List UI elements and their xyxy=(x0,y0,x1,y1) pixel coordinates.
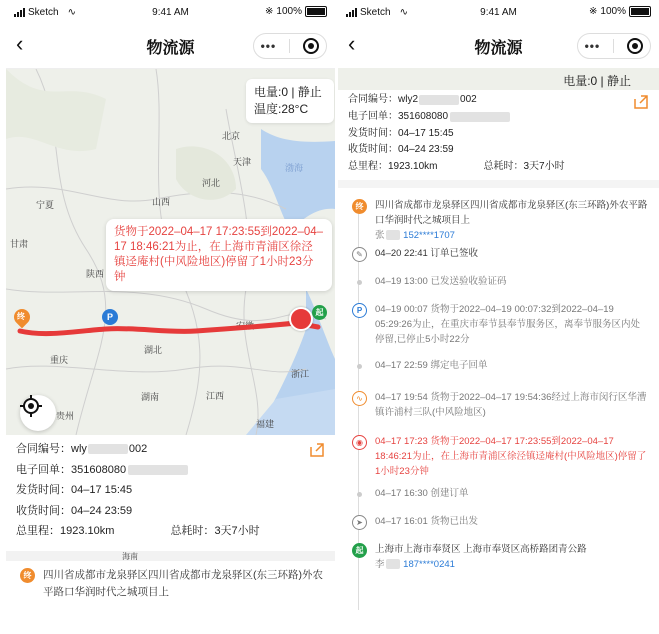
contract-prefix: wly xyxy=(71,443,87,455)
distance-value: 1923.10km xyxy=(60,525,115,537)
origin-phone[interactable]: 187****0241 xyxy=(403,559,455,570)
power-status: 电量:0 | 静止 xyxy=(563,74,631,88)
status-time: 9:41 AM xyxy=(480,7,517,18)
share-icon[interactable] xyxy=(309,442,325,458)
contract-prefix: wly2 xyxy=(398,94,419,105)
right-screen xyxy=(338,0,659,634)
status-bar xyxy=(338,0,659,22)
page-title: 物流源 xyxy=(146,40,195,57)
map-label: 湖南 xyxy=(141,392,160,402)
duration-value: 3天7小时 xyxy=(523,161,565,173)
logistics-timeline xyxy=(338,188,659,576)
origin-address: 上海市上海市奉贤区 上海市奉贤区高桥路团青公路 xyxy=(375,544,587,555)
receipt-row xyxy=(348,109,649,126)
navigation-bar xyxy=(6,22,335,69)
timeline-item xyxy=(352,514,649,542)
map-label: 福建 xyxy=(256,419,275,429)
battery-area xyxy=(589,6,651,17)
distance-value: 1923.10km xyxy=(388,161,438,173)
receive-value: 04–24 23:59 xyxy=(71,504,133,517)
map-label: 河北 xyxy=(202,178,221,188)
map-label: 江西 xyxy=(206,391,225,401)
end-badge: 终 xyxy=(352,199,367,214)
map-strip-top xyxy=(338,68,659,90)
timeline-item xyxy=(352,434,649,486)
dot-icon xyxy=(357,280,362,285)
timeline-text: 04–17 16:30 创建订单 xyxy=(375,488,469,499)
end-marker-label: 终 xyxy=(17,312,25,321)
timeline-text: 04–17 17:23 货物于2022–04–17 17:23:55到2022–04–17 18:46:21为止，在上海市青浦区徐泾镇迳庵村(中风险地区)停留了1小时23分钟 xyxy=(375,436,647,477)
timeline-origin xyxy=(352,542,649,576)
map-label: 陕西 xyxy=(86,269,105,279)
receipt-value: 351608080 xyxy=(71,463,127,476)
start-marker[interactable] xyxy=(312,305,327,320)
duration-value: 3天7小时 xyxy=(214,525,260,537)
receive-value: 04–24 23:59 xyxy=(398,144,454,156)
contract-label: 合同编号： xyxy=(16,443,71,455)
timeline-destination xyxy=(352,198,649,246)
map-label: 北京 xyxy=(222,131,241,141)
ship-time-row xyxy=(348,126,649,143)
end-badge: 终 xyxy=(20,568,35,583)
ship-label: 发货时间： xyxy=(348,127,398,139)
mini-program-capsule xyxy=(577,33,651,59)
duration-label: 总耗时： xyxy=(483,161,524,173)
battery-percent: 100% xyxy=(276,6,302,17)
timeline-text: 04–19 00:07 货物于2022–04–19 00:07:32到2022–04–19 05:29:26为止，在重庆市奉节县奉节服务区，离奉节服务区内处停留,已停止5小时22分 xyxy=(375,304,640,345)
shipment-info xyxy=(338,90,659,180)
timeline-text: 04–17 22:59 绑定电子回单 xyxy=(375,360,488,371)
timeline-destination xyxy=(20,567,325,601)
destination-phone[interactable]: 152****1707 xyxy=(403,230,455,241)
map-label: 海南 xyxy=(122,552,138,561)
pen-icon: ✎ xyxy=(352,247,367,262)
receipt-value: 351608080 xyxy=(398,110,449,122)
page-title: 物流源 xyxy=(474,40,523,57)
destination-address: 四川省成都市龙泉驿区四川省成都市龙泉驿区(东三环路)外农平路口华润时代之城项目上 xyxy=(43,569,323,598)
receive-label: 收货时间： xyxy=(348,144,398,156)
map-label: 重庆 xyxy=(50,355,69,365)
battery-icon xyxy=(305,6,327,17)
back-button[interactable]: ‹ xyxy=(16,31,24,56)
stay-marker[interactable] xyxy=(289,307,313,331)
truck-icon: ∿ xyxy=(352,391,367,406)
stay-info-bubble xyxy=(106,219,332,291)
timeline-item xyxy=(352,358,649,390)
more-button[interactable]: ••• xyxy=(584,39,601,53)
map-label: 浙江 xyxy=(291,369,310,379)
crosshair-icon xyxy=(20,395,42,417)
wifi-icon: ∿ xyxy=(67,7,76,18)
battery-percent: 100% xyxy=(600,6,626,17)
map-label: 贵州 xyxy=(56,411,75,421)
contract-label: 合同编号： xyxy=(348,94,398,105)
redacted xyxy=(419,95,459,105)
map-label: 宁夏 xyxy=(36,200,55,210)
timeline-item xyxy=(352,390,649,434)
timeline-item xyxy=(352,246,649,274)
mini-program-capsule xyxy=(253,33,327,59)
stay-info-text: 货物于2022–04–17 17:23:55到2022–04–17 18:46:21为止，在上海市青浦区徐泾镇迳庵村(中风险地区)停留了1小时23分钟 xyxy=(114,226,324,283)
bluetooth-icon: ※ xyxy=(589,6,598,17)
map-label: 湖北 xyxy=(144,345,163,355)
divider-strip xyxy=(338,180,659,188)
contract-row xyxy=(348,92,649,109)
parking-icon: P xyxy=(352,303,367,318)
redacted xyxy=(128,465,188,475)
ship-label: 发货时间： xyxy=(16,484,71,496)
map-strip xyxy=(6,551,335,561)
device-status-box xyxy=(246,79,334,123)
ship-value: 04–17 15:45 xyxy=(71,484,133,496)
bluetooth-icon: ※ xyxy=(265,6,274,17)
route-map[interactable] xyxy=(6,69,335,435)
distance-label: 总里程： xyxy=(348,161,388,173)
battery-area xyxy=(265,6,327,17)
capsule-divider xyxy=(613,39,614,53)
wifi-icon: ∿ xyxy=(399,7,408,18)
battery-icon xyxy=(629,6,651,17)
timeline-item xyxy=(352,274,649,302)
origin-contact: 李 xyxy=(375,559,385,570)
contract-suffix: 002 xyxy=(128,443,148,455)
parking-marker[interactable] xyxy=(102,309,118,325)
receive-time-row xyxy=(348,142,649,159)
start-badge: 起 xyxy=(352,543,367,558)
back-button[interactable]: ‹ xyxy=(348,31,356,56)
ship-time-row xyxy=(16,480,325,501)
receive-time-row xyxy=(16,501,325,522)
timeline-text: 04–20 22:41 订单已签收 xyxy=(375,248,478,259)
carrier: Sketch xyxy=(360,7,391,18)
redacted xyxy=(386,559,400,569)
redacted xyxy=(88,444,128,454)
route-line xyxy=(20,323,318,334)
more-button[interactable]: ••• xyxy=(260,39,277,53)
close-miniprogram-button[interactable] xyxy=(303,38,319,54)
send-icon: ➤ xyxy=(352,515,367,530)
duration-label: 总耗时： xyxy=(170,525,215,537)
timeline-text: 04–17 16:01 货物已出发 xyxy=(375,516,478,527)
ship-value: 04–17 15:45 xyxy=(398,127,454,139)
timeline-text: 04–19 13:00 已发送验收验证码 xyxy=(375,276,507,287)
timeline-text: 04–17 19:54 货物于2022–04–17 19:54:36经过上海市闵行区华漕镇许浦村三队(中风险地区) xyxy=(375,392,647,418)
destination-address: 四川省成都市龙泉驿区四川省成都市龙泉驿区(东三环路)外农平路口华润时代之城项目上 xyxy=(375,200,648,226)
parking-marker-label: P xyxy=(106,312,113,322)
share-icon[interactable] xyxy=(633,94,649,110)
receipt-row xyxy=(16,460,325,481)
distance-label: 总里程： xyxy=(16,525,60,537)
timeline-item xyxy=(352,486,649,514)
receipt-label: 电子回单： xyxy=(16,463,71,476)
map-label: 天津 xyxy=(233,157,252,167)
contract-row xyxy=(16,439,325,460)
status-bar xyxy=(6,0,335,22)
timeline-item xyxy=(352,302,649,358)
receive-label: 收货时间： xyxy=(16,504,71,517)
temperature: 温度:28°C xyxy=(254,102,309,116)
warning-icon: ◉ xyxy=(352,435,367,450)
carrier: Sketch xyxy=(28,7,59,18)
dot-icon xyxy=(357,364,362,369)
start-marker-label: 起 xyxy=(315,308,324,317)
navigation-bar xyxy=(338,22,659,68)
receipt-label: 电子回单： xyxy=(348,110,398,122)
capsule-divider xyxy=(289,39,290,53)
close-miniprogram-button[interactable] xyxy=(627,38,643,54)
redacted xyxy=(450,112,510,122)
locate-button[interactable] xyxy=(20,395,56,431)
left-screen xyxy=(6,0,335,634)
status-time: 9:41 AM xyxy=(152,7,189,18)
redacted xyxy=(386,230,400,240)
dot-icon xyxy=(357,492,362,497)
power-status: 电量:0 | 静止 xyxy=(254,85,322,99)
map-label: 甘肃 xyxy=(10,239,29,249)
map-label: 安徽 xyxy=(236,321,255,331)
destination-contact: 张 xyxy=(375,230,385,241)
shipment-info xyxy=(6,435,335,551)
left-timeline xyxy=(6,561,335,601)
contract-suffix: 002 xyxy=(460,94,477,105)
map-label: 山西 xyxy=(152,197,171,207)
distance-row xyxy=(16,521,325,542)
distance-row xyxy=(348,159,649,176)
map-label: 渤海 xyxy=(285,163,304,173)
